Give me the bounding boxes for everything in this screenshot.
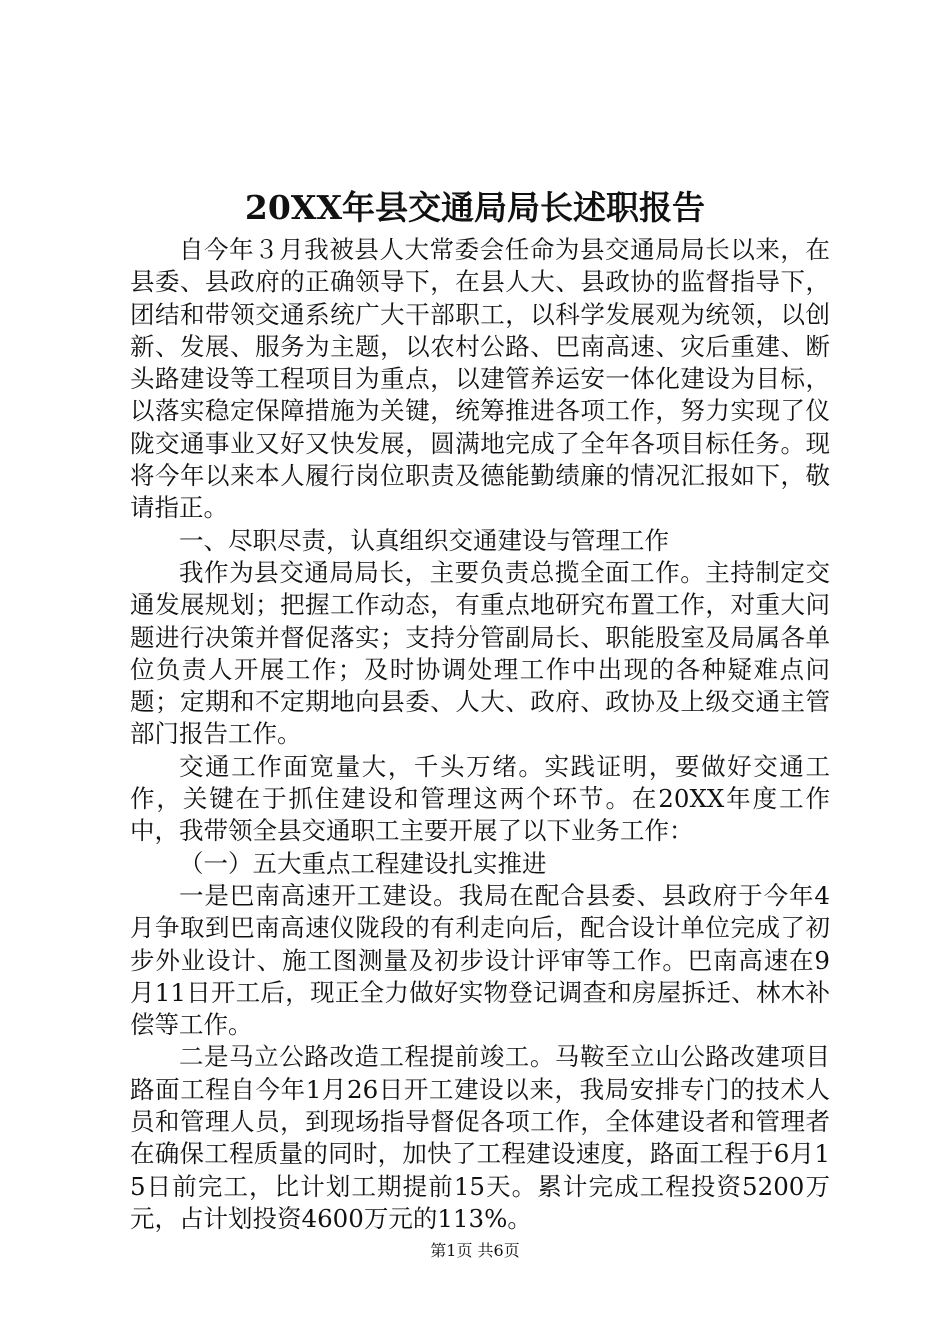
paragraph-road-renovation: 二是马立公路改造工程提前竣工。马鞍至立山公路改建项目路面工程自今年1月26日开工建设以来，我局安排专门的技术人员和管理人员，到现场指导督促各项工作，全体建设者和管理者在确保工程质量的同时，加快了工程建设速度，路面工程于6月15日前完工，比计划工期提前15天。累计完成工程投资5200万元，占计划投资4600万元的113%。 (130, 1042, 830, 1233)
page-footer: 第1页 共6页 (430, 1241, 520, 1260)
paragraph-duties: 我作为县交通局局长，主要负责总揽全面工作。主持制定交通发展规划；把握工作动态，有重点地研究布置工作，对重大问题进行决策并督促落实；支持分管副局长、职能股室及局属各单位负责人开展工作；及时协调处理工作中出现的各种疑难点问题；定期和不定期地向县委、人大、政府、政协及上级交通主管部门报告工作。 (130, 557, 830, 749)
paragraph-intro: 自今年３月我被县人大常委会任命为县交通局局长以来，在县委、县政府的正确领导下，在县人大、县政协的监督指导下，团结和带领交通系统广大干部职工，以科学发展观为统领，以创新、发展、服务为主题，以农村公路、巴南高速、灾后重建、断头路建设等工程项目为重点，以建管养运安一体化建设为目标，以落实稳定保障措施为关键，统筹推进各项工作，努力实现了仪陇交通事业又好又快发展，圆满地完成了全年各项目标任务。现将今年以来本人履行岗位职责及德能勤绩廉的情况汇报如下，敬请指正。 (130, 235, 830, 523)
section-heading-1: 一、尽职尽责，认真组织交通建设与管理工作 (179, 525, 669, 555)
subsection-heading-1: （一）五大重点工程建设扎实推进 (179, 848, 547, 878)
document-body (130, 234, 830, 1235)
page-title: 20XX年县交通局局长述职报告 (244, 188, 706, 227)
paragraph-work-overview: 交通工作面宽量大，千头万绪。实践证明，要做好交通工作，关键在于抓住建设和管理这两个环节。在20XX年度工作中，我带领全县交通职工主要开展了以下业务工作： (130, 751, 830, 846)
paragraph-highway: 一是巴南高速开工建设。我局在配合县委、县政府于今年4月争取到巴南高速仪陇段的有利走向后，配合设计单位完成了初步外业设计、施工图测量及初步设计评审等工作。巴南高速在9月11日开工后，现正全力做好实物登记调查和房屋拆迁、林木补偿等工作。 (130, 880, 830, 1040)
